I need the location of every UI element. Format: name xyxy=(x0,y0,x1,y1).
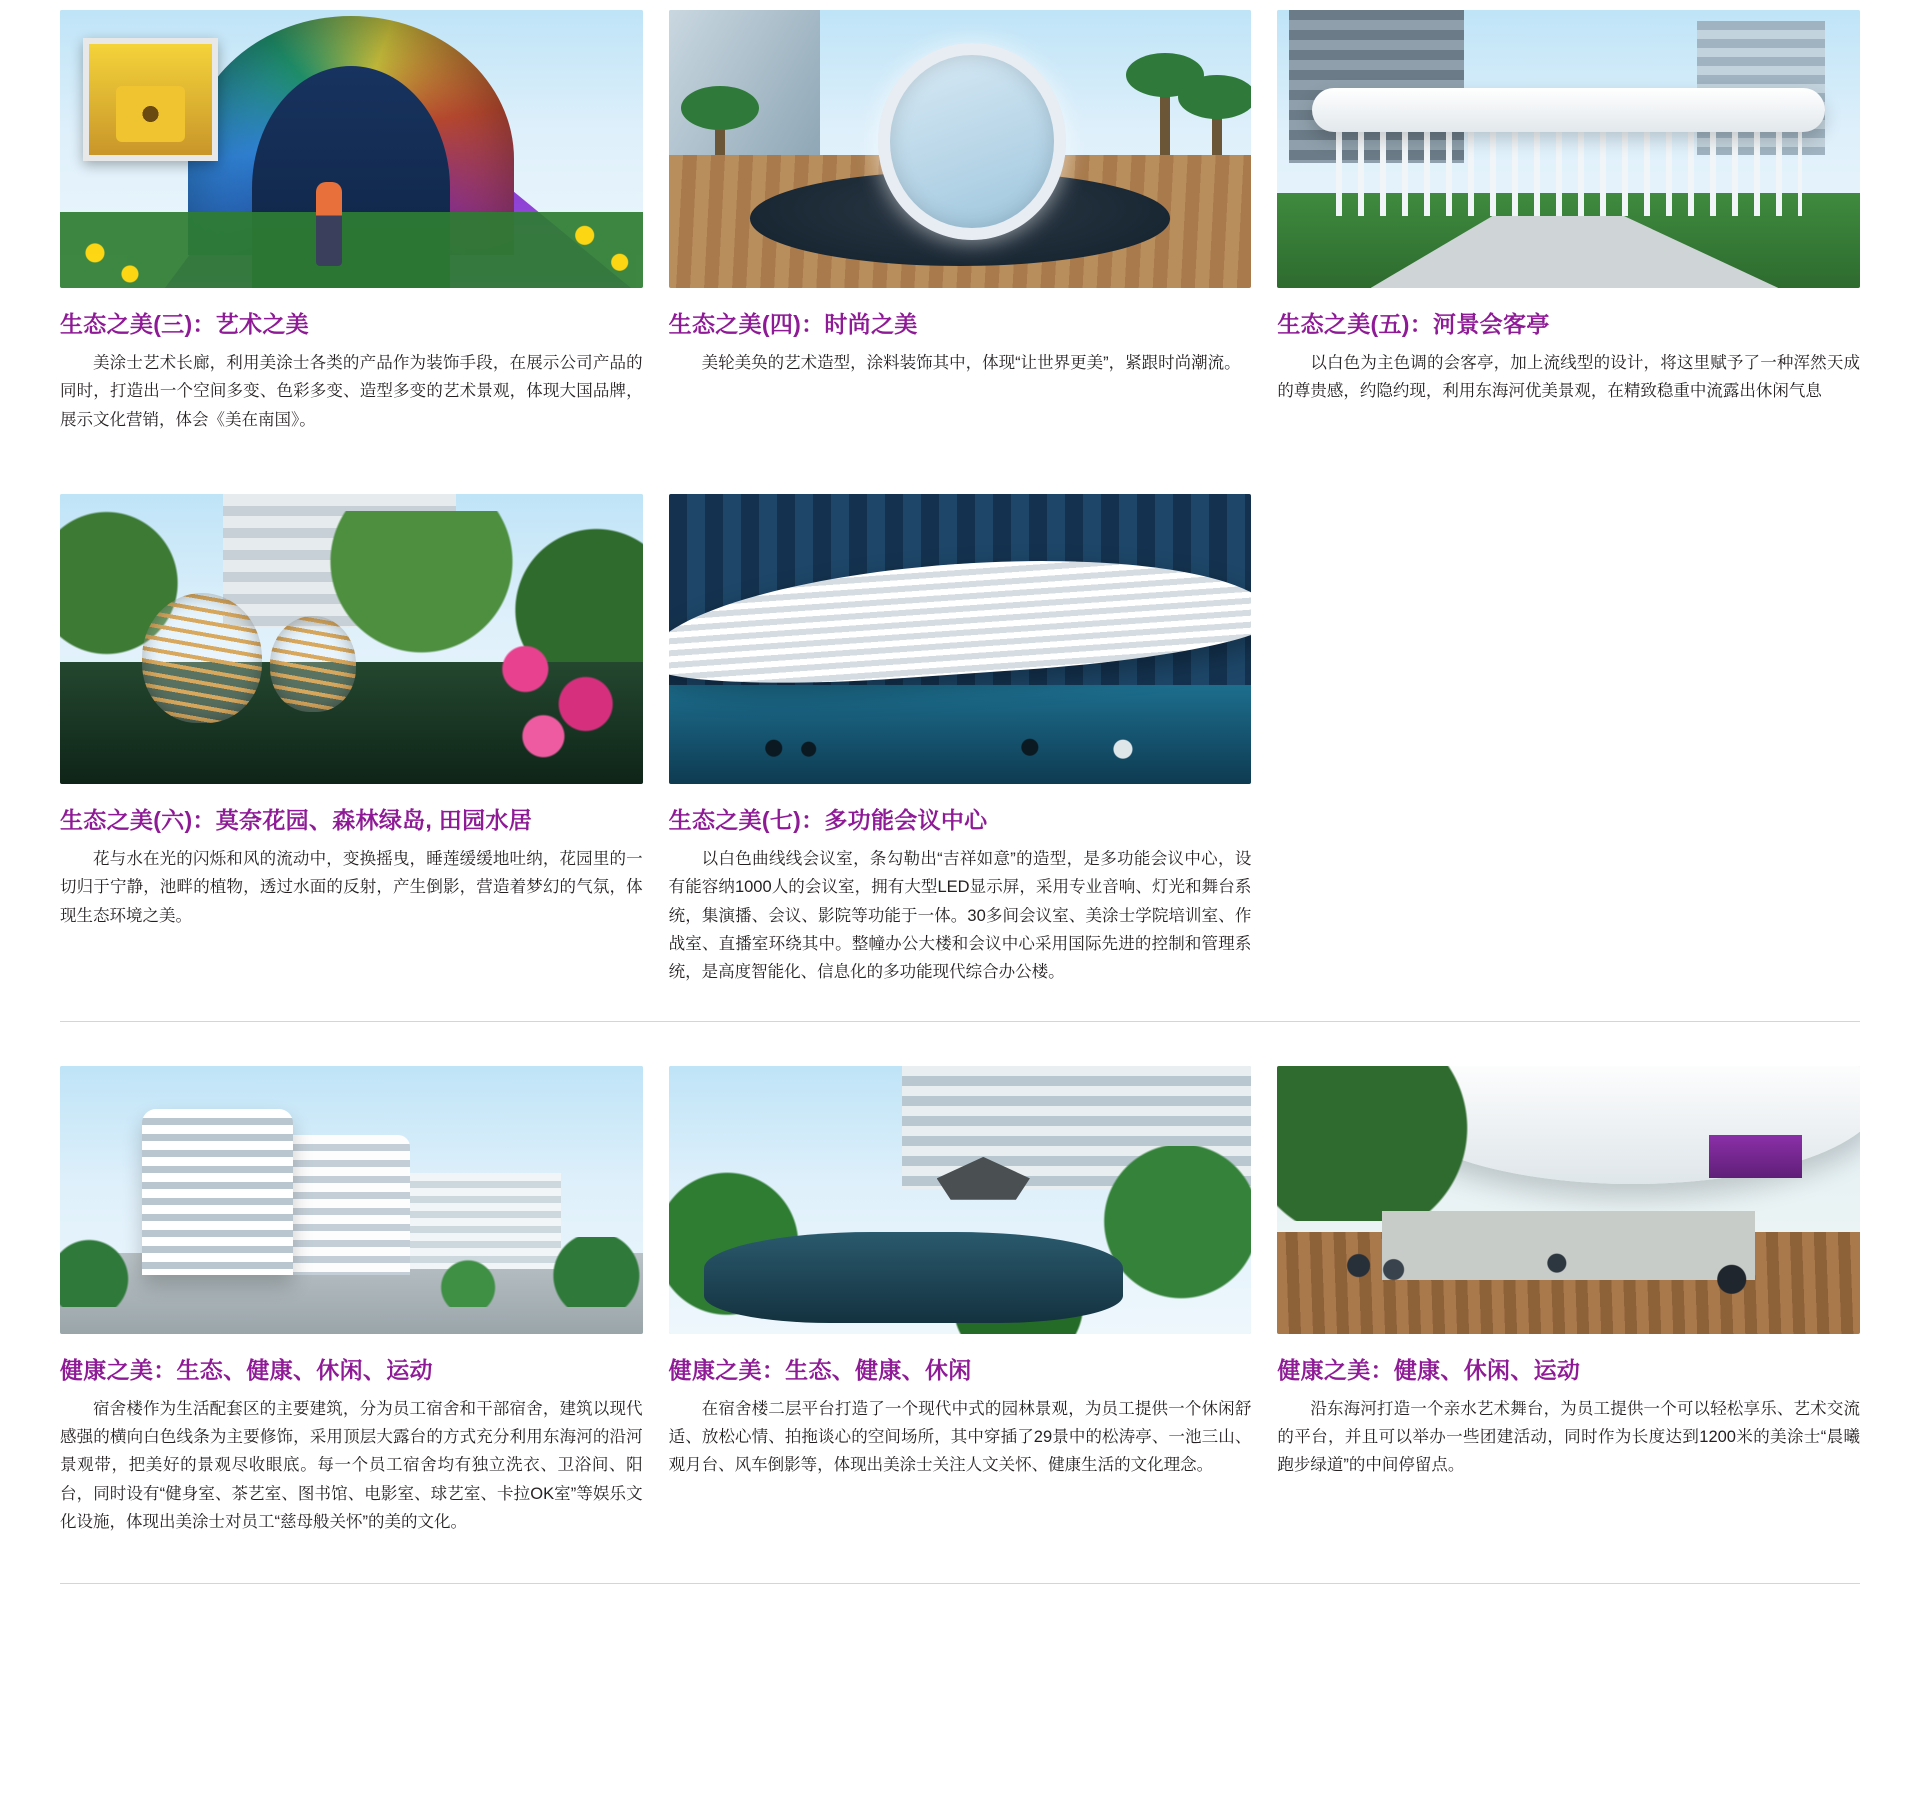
section-row-3 xyxy=(60,1066,1860,1537)
section-body: 在宿舍楼二层平台打造了一个现代中式的园林景观，为员工提供一个休闲舒适、放松心情、拍拖谈心的空间场所，其中穿插了29景中的松涛亭、一池三山、观月台、风车倒影等，体现出美涂士关注人文关怀、健康生活的文化理念。 xyxy=(668,1399,1252,1475)
section-body: 美涂士艺术长廊，利用美涂士各类的产品作为装饰手段，在展示公司产品的同时，打造出一个空间多变、色彩多变、造型多变的艺术景观，体现大国品牌，展示文化营销，体会《美在南国》。 xyxy=(60,353,643,429)
page-bottom-divider xyxy=(60,1583,1860,1584)
section-title: 健康之美：健康、休闲、运动 xyxy=(1277,1356,1581,1383)
section-body: 宿舍楼作为生活配套区的主要建筑，分为员工宿舍和干部宿舍，建筑以现代感强的横向白色线条为主要修饰，采用顶层大露台的方式充分利用东海河的沿河景观带，把美好的景观尽收眼底。每一个员工宿舍均有独立洗衣、卫浴间、阳台，同时设有“健身室、茶艺室、图书馆、电影室、球艺室、卡拉OK室”等娱乐文化设施，体现出美涂士对员工“慈母般关怀”的美的文化。 xyxy=(60,1399,643,1532)
section-card-health-1 xyxy=(60,1066,643,1537)
art-corridor-rendering xyxy=(60,10,643,288)
section-card-health-3 xyxy=(1277,1066,1860,1537)
section-title: 生态之美(三)：艺术之美 xyxy=(60,311,309,337)
monet-garden-rendering xyxy=(60,494,643,784)
section-title: 生态之美(六)：莫奈花园、森林绿岛, 田园水居 xyxy=(60,807,532,834)
section-title: 健康之美：生态、健康、休闲、运动 xyxy=(60,1356,433,1383)
section-card-empty xyxy=(1277,494,1860,987)
section-card-eco-6 xyxy=(60,494,643,987)
section-title: 健康之美：生态、健康、休闲 xyxy=(668,1356,972,1383)
section-title: 生态之美(四)：时尚之美 xyxy=(668,311,918,337)
section-title: 生态之美(七)：多功能会议中心 xyxy=(668,807,988,834)
section-body: 以白色为主色调的会客亭，加上流线型的设计，将这里赋予了一种浑然天成的尊贵感，约隐约现，利用东海河优美景观，在精致稳重中流露出休闲气息 xyxy=(1277,353,1860,401)
roof-garden-rendering xyxy=(669,1066,1252,1334)
section-card-eco-5 xyxy=(1277,10,1860,434)
waterfront-stage-rendering xyxy=(1277,1066,1860,1334)
conference-center-rendering xyxy=(669,494,1252,784)
section-card-eco-3 xyxy=(60,10,643,434)
section-card-eco-4 xyxy=(669,10,1252,434)
section-row-1 xyxy=(60,10,1860,434)
section-card-eco-7 xyxy=(669,494,1252,987)
section-body: 美轮美奂的艺术造型，涂料装饰其中，体现“让世界更美”，紧跟时尚潮流。 xyxy=(701,353,1241,372)
row-spacer xyxy=(60,434,1860,494)
fashion-sculpture-rendering xyxy=(669,10,1252,288)
section-title: 生态之美(五)：河景会客亭 xyxy=(1277,311,1550,337)
section-body: 花与水在光的闪烁和风的流动中，变换摇曳，睡莲缓缓地吐纳，花园里的一切归于宁静，池畔的植物，透过水面的反射，产生倒影，营造着梦幻的气氛，体现生态环境之美。 xyxy=(60,849,643,925)
river-pavilion-rendering xyxy=(1277,10,1860,288)
section-body: 以白色曲线线会议室，条勾勒出“吉祥如意”的造型，是多功能会议中心，设有能容纳1000人的会议室，拥有大型LED显示屏，采用专业音响、灯光和舞台系统，集演播、会议、影院等功能于一体。30多间会议室、美涂士学院培训室、作战室、直播室环绕其中。整幢办公大楼和会议中心采用国际先进的控制和管理系统，是高度智能化、信息化的多功能现代综合办公楼。 xyxy=(668,849,1252,982)
section-row-2 xyxy=(60,494,1860,987)
row-spacer xyxy=(60,1022,1860,1066)
section-card-health-2 xyxy=(669,1066,1252,1537)
section-body: 沿东海河打造一个亲水艺术舞台，为员工提供一个可以轻松享乐、艺术交流的平台，并且可以举办一些团建活动，同时作为长度达到1200米的美涂士“晨曦跑步绿道”的中间停留点。 xyxy=(1277,1399,1860,1475)
dormitory-building-rendering xyxy=(60,1066,643,1334)
